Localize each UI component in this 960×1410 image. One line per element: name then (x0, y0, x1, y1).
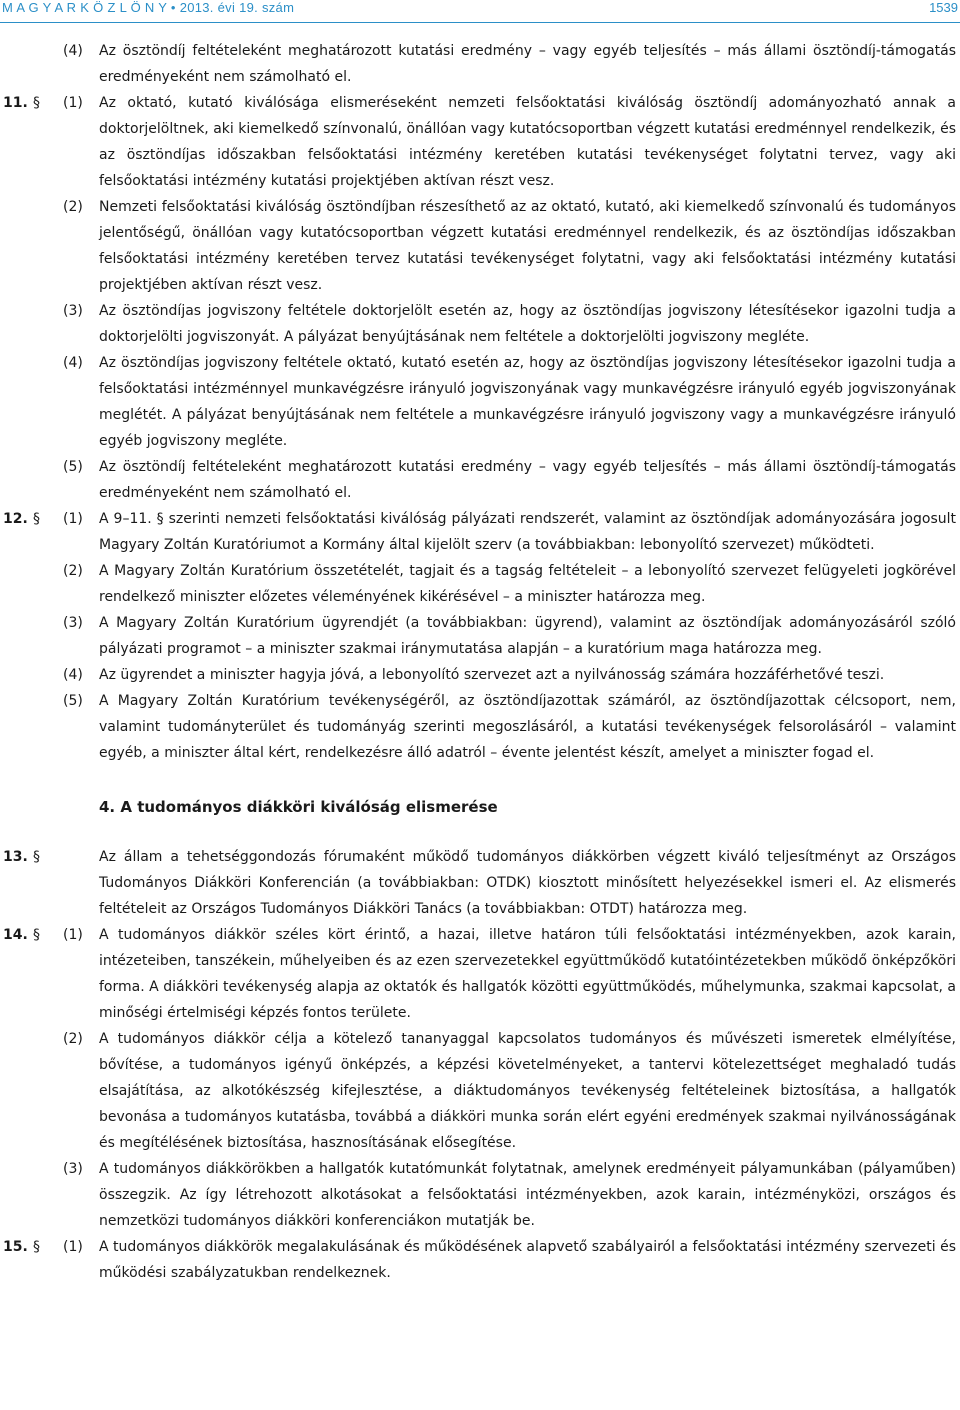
paragraph-number: (3) (63, 615, 83, 631)
paragraph-text: A Magyary Zoltán Kuratórium összetételét, tagjait és a tagság feltételeit – a lebonyolító szervezet felügyeleti jogkörével rendelkező miniszter előzetes véleményének kikérésével – a miniszter határozza meg. (99, 563, 956, 605)
paragraph-number: (1) (63, 511, 83, 527)
paragraph (63, 194, 960, 298)
paragraph (63, 688, 960, 766)
section-sign: § (33, 95, 40, 111)
paragraph-number: (2) (63, 1031, 83, 1047)
section-sign: § (33, 927, 40, 943)
paragraph-text: Az ösztöndíjas jogviszony feltétele oktató, kutató esetén az, hogy az ösztöndíjas jogviszony létesítésekor igazolni tudja a felsőoktatási intézménnyel munkavégzésre irányuló jogviszonyának vagy munkavégzésre irányuló egyéb jogviszonyának meglétét. A pályázat benyújtásának nem feltétele a munkavégzésre irányuló jogviszony vagy a munkavégzésre irányuló egyéb jogviszony megléte. (99, 355, 956, 449)
section-number: 12. (3, 511, 28, 527)
paragraph-text: Az állam a tehetséggondozás fórumaként működő tudományos diákkörben végzett kiváló teljesítményt az Országos Tudományos Diákköri Konferencián (a továbbiakban: OTDK) kiosztott minősített helyezésekkel ismeri el. Az elismerés feltételeit az Országos Tudományos Diákköri Tanács (a továbbiakban: OTDT) határozza meg. (99, 849, 956, 917)
paragraph (63, 844, 960, 922)
paragraph-text: A 9–11. § szerinti nemzeti felsőoktatási kiválóság pályázati rendszerét, valamint az ösztöndíjak adományozására jogosult Magyary Zoltán Kuratóriumot a Kormány által kijelölt szerv (a továbbiakban: lebonyolító szervezet) működteti. (99, 511, 956, 553)
document-body (0, 38, 960, 1286)
header-rule (0, 22, 960, 23)
paragraph-number: (2) (63, 199, 83, 215)
paragraph-text: A tudományos diákkör célja a kötelező tananyaggal kapcsolatos tudományos és művészeti ismeretek elmélyítése, bővítése, a tudományos igényű önképzés, a képzési követelményeket, a tantervi kötelezettséget meghaladó tudás elsajátítása, az alkotókészség kifejlesztése, a diáktudományos tevékenység feltételeinek biztosítása, a hallgatók bevonása a tudományos kutatásba, továbbá a diákköri munka során elért egyéni eredmények szakmai nyilvánosságának és megítélésének biztosítása, hasznosításának elősegítése. (99, 1031, 956, 1151)
paragraph-text: Az ösztöndíjas jogviszony feltétele doktorjelölt esetén az, hogy az ösztöndíjas jogviszony létesítésekor igazolni tudja a doktorjelölti jogviszonyát. A pályázat benyújtásának nem feltétele a doktorjelölti jogviszony megléte. (99, 303, 956, 345)
section-sign: § (33, 511, 40, 527)
section-number: 14. (3, 927, 28, 943)
paragraph (63, 350, 960, 454)
paragraph-number: (1) (63, 1239, 83, 1255)
section-number: 15. (3, 1239, 28, 1255)
paragraph-number: (1) (63, 927, 83, 943)
paragraph-number: (4) (63, 43, 83, 59)
section-14 (0, 922, 960, 1234)
paragraph-text: A tudományos diákkörökben a hallgatók kutatómunkát folytatnak, amelynek eredményeit pályamunkában (pályaműben) összegzik. Az így létrehozott alkotásokat a felsőoktatási intézményekben, azok karain, intézményközi, országos és nemzetközi tudományos diákköri konferenciákon mutatják be. (99, 1161, 956, 1229)
paragraph (63, 922, 960, 1026)
carryover-block (0, 38, 960, 90)
paragraph (63, 558, 960, 610)
paragraph (63, 506, 960, 558)
paragraph-number: (3) (63, 303, 83, 319)
paragraph-number (63, 844, 99, 922)
paragraph-number: (4) (63, 355, 83, 371)
section-sign: § (33, 1239, 40, 1255)
paragraph-text: A tudományos diákkörök megalakulásának és működésének alapvető szabályairól a felsőoktatási intézmény szervezeti és működési szabályzatukban rendelkeznek. (99, 1239, 956, 1281)
chapter-heading: 4. A tudományos diákköri kiválóság elismerése (99, 798, 498, 816)
section-number: 11. (3, 95, 28, 111)
paragraph-number: (5) (63, 459, 83, 475)
paragraph-text: Nemzeti felsőoktatási kiválóság ösztöndíjban részesíthető az az oktató, kutató, aki kiemelkedő színvonalú és tudományos jelentőségű, önállóan vagy kutatócsoportban végzett kutatási eredménnyel rendelkezik, és az ösztöndíjas időszakban felsőoktatási intézmény keretében tervez kutatási tevékenységet folytatni, vagy aki felsőoktatási intézmény kutatási projektjében aktívan részt vesz. (99, 199, 956, 293)
section-sign: § (33, 849, 40, 865)
paragraph-number: (3) (63, 1161, 83, 1177)
section-12 (0, 506, 960, 766)
paragraph (63, 662, 960, 688)
paragraph (63, 454, 960, 506)
paragraph (63, 38, 960, 90)
paragraph (63, 1026, 960, 1156)
paragraph (63, 90, 960, 194)
paragraph-text: Az oktató, kutató kiválósága elismeréseként nemzeti felsőoktatási kiválóság ösztöndíj adományozható annak a doktorjelöltnek, aki kiemelkedő színvonalú, önállóan vagy kutatócsoportban végzett kutatási eredménnyel rendelkezik, és az ösztöndíjas időszakban felsőoktatási intézmény keretében kutatási tevékenységet folytatni tervez, vagy aki felsőoktatási intézmény kutatási projektjében aktívan részt vesz. (99, 95, 956, 189)
paragraph-text: A Magyary Zoltán Kuratórium ügyrendjét (a továbbiakban: ügyrend), valamint az ösztöndíjak adományozásáról szóló pályázati programot – a miniszter szakmai iránymutatása alapján – a kuratórium maga határozza meg. (99, 615, 956, 657)
paragraph-text: Az ösztöndíj feltételeként meghatározott kutatási eredmény – vagy egyéb teljesítés – más állami ösztöndíj-támogatás eredményeként nem számolható el. (99, 43, 956, 85)
paragraph-text: Az ügyrendet a miniszter hagyja jóvá, a lebonyolító szervezet azt a nyilvánosság számára hozzáférhetővé teszi. (99, 667, 885, 683)
section-13 (0, 844, 960, 922)
page-number: 1539 (929, 0, 958, 15)
paragraph (63, 298, 960, 350)
paragraph-text: Az ösztöndíj feltételeként meghatározott kutatási eredmény – vagy egyéb teljesítés – más állami ösztöndíj-támogatás eredményeként nem számolható el. (99, 459, 956, 501)
section-number: 13. (3, 849, 28, 865)
paragraph (63, 1156, 960, 1234)
paragraph-number: (2) (63, 563, 83, 579)
running-title: M A G Y A R K Ö Z L Ö N Y • 2013. évi 19. szám (2, 0, 295, 15)
running-header (0, 0, 960, 20)
paragraph (63, 1234, 960, 1286)
section-15 (0, 1234, 960, 1286)
paragraph-text: A tudományos diákkör széles kört érintő, a hazai, illetve határon túli felsőoktatási intézményekben, azok karain, intézeteiben, tanszékein, műhelyeiben és az ezen szervezetekkel együttműködő kutatóintézetekben működő önképzőköri forma. A diákköri tevékenység alapja az oktatók és hallgatók közötti együttműködés, műhelymunka, szakmai kapcsolat, a minőségi értelmiségi képzés fontos területe. (99, 927, 956, 1021)
paragraph-number: (1) (63, 95, 83, 111)
paragraph-number: (5) (63, 693, 83, 709)
paragraph (63, 610, 960, 662)
paragraph-text: A Magyary Zoltán Kuratórium tevékenységéről, az ösztöndíjazottak számáról, az ösztöndíjazottak célcsoport, nem, valamint tudományterület és tudományág szerinti megoszlásáról, a kutatási tevékenységek felsorolásáról – valamint egyéb, a miniszter által kért, rendelkezésre álló adatról – évente jelentést készít, amelyet a miniszter fogad el. (99, 693, 956, 761)
section-11 (0, 90, 960, 506)
paragraph-number: (4) (63, 667, 83, 683)
